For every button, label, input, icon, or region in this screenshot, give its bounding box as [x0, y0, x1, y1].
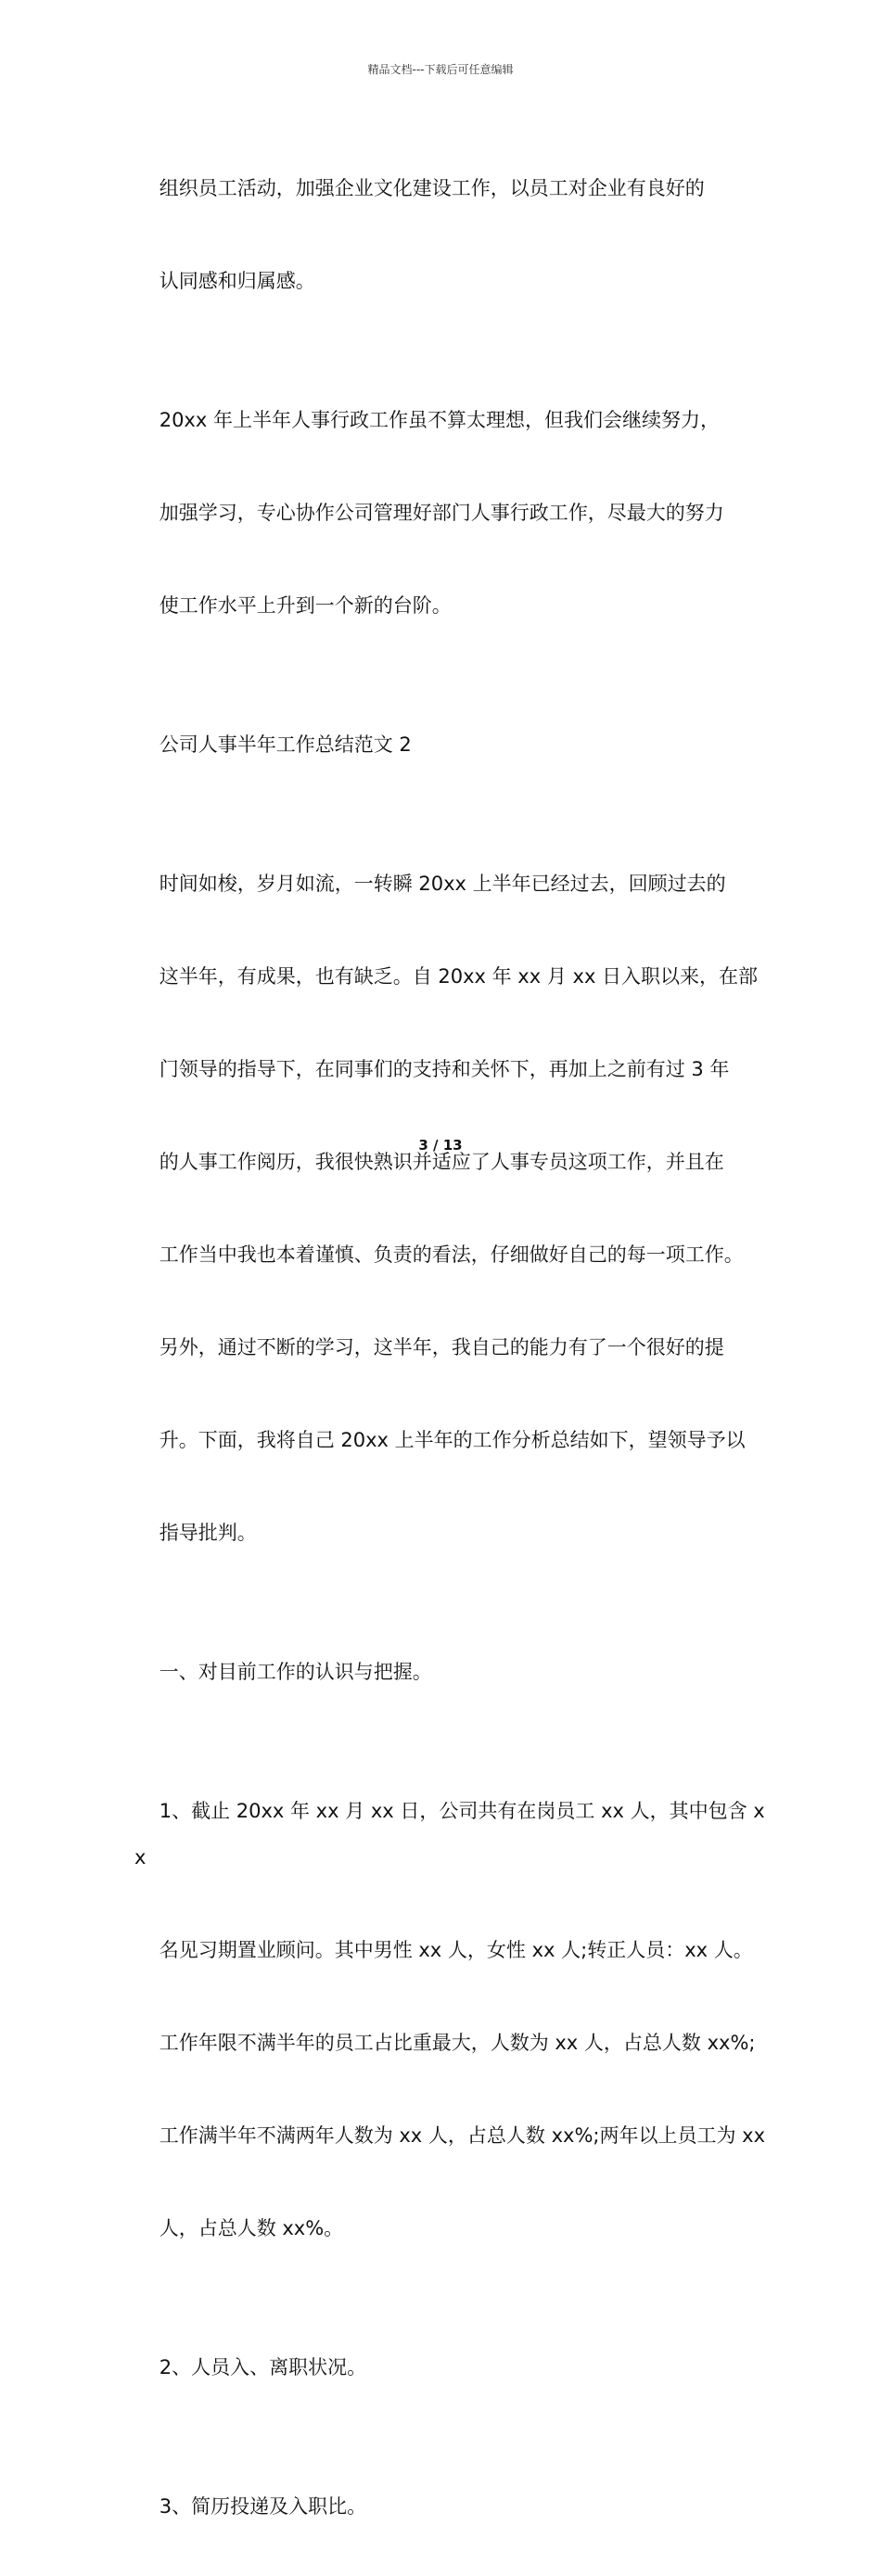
- text-line: 使工作水平上升到一个新的台阶。: [159, 594, 452, 617]
- paragraph-intro: [134, 814, 765, 1602]
- text-line: 名见习期置业顾问。其中男性 xx 人，女性 xx 人;转正人员：xx 人。: [159, 1939, 753, 1961]
- text-line: 加强学习，专心协作公司管理好部门人事行政工作，尽最大的努力: [159, 502, 724, 524]
- page-header: 精品文档---下载后可任意编辑: [367, 63, 514, 76]
- list-item-3: [134, 2437, 765, 2576]
- section-heading: [134, 675, 765, 814]
- text-line: 认同感和归属感。: [159, 270, 315, 292]
- paragraph-summary-outlook: [134, 351, 765, 675]
- text-line: 门领导的指导下，在同事们的支持和关怀下，再加上之前有过 3 年: [159, 1058, 730, 1080]
- text-line: 另外，通过不断的学习，这半年，我自己的能力有了一个很好的提: [159, 1336, 724, 1358]
- text-line: 20xx 年上半年人事行政工作虽不算太理想，但我们会继续努力，: [159, 409, 720, 431]
- text-line: 2、人员入、离职状况。: [159, 2356, 367, 2378]
- text-line: 这半年，有成果，也有缺乏。自 20xx 年 xx 月 xx 日入职以来，在部: [159, 965, 759, 988]
- text-line: 指导批判。: [159, 1522, 257, 1544]
- subheading-one: [134, 1602, 765, 1741]
- text-line: 1、截止 20xx 年 xx 月 xx 日，公司共有在岗员工 xx 人，其中包含 xx: [134, 1800, 765, 1868]
- document-body: [134, 119, 765, 2576]
- text-line: 组织员工活动，加强企业文化建设工作，以员工对企业有良好的: [159, 177, 705, 199]
- paragraph-staff-stats: [134, 1741, 765, 2298]
- text-line: 工作满半年不满两年人数为 xx 人，占总人数 xx%;两年以上员工为 xx: [159, 2124, 765, 2147]
- list-item-2: [134, 2298, 765, 2437]
- text-line: 的人事工作阅历，我很快熟识并适应了人事专员这项工作，并且在: [159, 1151, 724, 1173]
- text-line: 工作当中我也本着谨慎、负责的看法，仔细做好自己的每一项工作。: [159, 1243, 744, 1266]
- paragraph-culture: [134, 119, 765, 351]
- text-line: 升。下面，我将自己 20xx 上半年的工作分析总结如下，望领导予以: [159, 1429, 746, 1451]
- text-line: 人，占总人数 xx%。: [159, 2217, 344, 2239]
- text-line: 一、对目前工作的认识与把握。: [159, 1661, 432, 1683]
- text-line: 工作年限不满半年的员工占比重最大，人数为 xx 人，占总人数 xx%;: [159, 2032, 756, 2054]
- heading-text: 公司人事半年工作总结范文 2: [159, 733, 412, 756]
- text-line: 3、简历投递及入职比。: [159, 2495, 367, 2518]
- text-line: 时间如梭，岁月如流，一转瞬 20xx 上半年已经过去，回顾过去的: [159, 873, 726, 895]
- page-number: 3 / 13: [418, 1137, 463, 1154]
